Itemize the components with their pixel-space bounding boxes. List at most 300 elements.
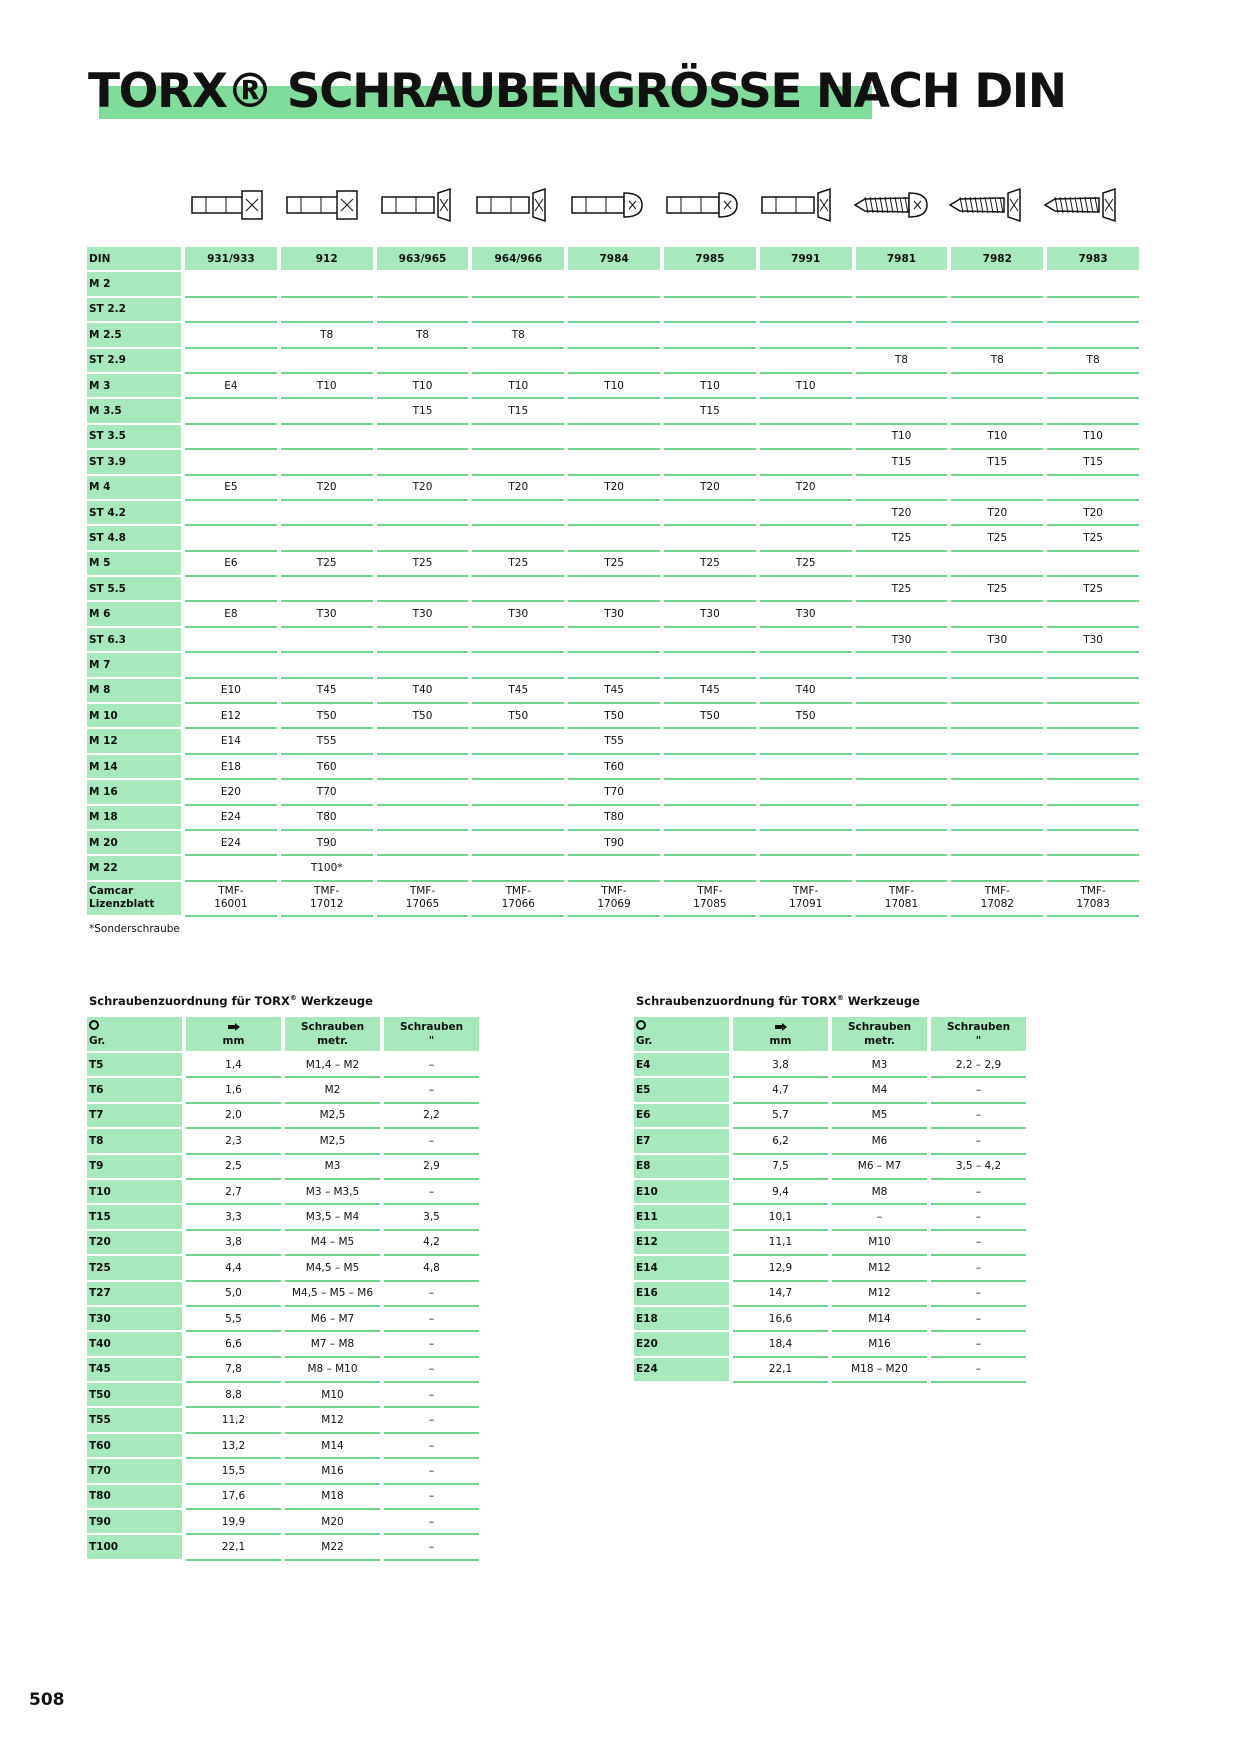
din-size-table (83, 247, 1143, 917)
din-column-header: 931/933 (185, 247, 277, 272)
din-row (87, 704, 1139, 729)
din-cell: T80 (568, 806, 660, 831)
din-cell (185, 272, 277, 297)
tool-mm: 22,1 (186, 1535, 281, 1560)
tool-row (87, 1053, 479, 1078)
din-cell: T40 (760, 679, 852, 704)
countersunk-screw-icon (372, 185, 460, 225)
din-cell: T20 (377, 476, 469, 501)
tool-size: T55 (87, 1408, 182, 1433)
din-cell: T30 (281, 602, 373, 627)
din-cell (472, 806, 564, 831)
din-cell (760, 780, 852, 805)
tool-size: T80 (87, 1485, 182, 1510)
tool-mm: 8,8 (186, 1383, 281, 1408)
tool-row (87, 1282, 479, 1307)
tool-metric: M20 (285, 1510, 380, 1535)
din-cell: T15 (664, 399, 756, 424)
tool-row (87, 1205, 479, 1230)
tool-mm: 18,4 (733, 1332, 828, 1357)
din-cell: T10 (281, 374, 373, 399)
din-cell (185, 856, 277, 881)
din-row-label: M 12 (87, 729, 181, 754)
din-cell (377, 831, 469, 856)
tool-metric: M3 (285, 1155, 380, 1180)
tool-size: T8 (87, 1129, 182, 1154)
tool-inch: – (384, 1434, 479, 1459)
din-cell (472, 653, 564, 678)
din-cell (1047, 755, 1139, 780)
din-cell: E18 (185, 755, 277, 780)
raised-countersunk-screw-icon (467, 185, 555, 225)
din-cell (377, 501, 469, 526)
tool-inch: 3,5 – 4,2 (931, 1155, 1026, 1180)
camcar-number: 17085 (693, 898, 727, 911)
size-header (634, 1017, 729, 1053)
screw-illustrations (182, 185, 1138, 225)
din-cell (951, 653, 1043, 678)
din-cell: T20 (472, 476, 564, 501)
din-header-row (87, 247, 1139, 272)
torx-ring-icon (636, 1020, 646, 1030)
din-cell (281, 653, 373, 678)
tool-inch: – (384, 1459, 479, 1484)
tool-mm: 14,7 (733, 1282, 828, 1307)
din-row-label: M 14 (87, 755, 181, 780)
din-cell (1047, 679, 1139, 704)
tool-inch: 3,5 (384, 1205, 479, 1230)
din-cell (1047, 806, 1139, 831)
tool-inch: 2,9 (384, 1155, 479, 1180)
din-cell (664, 450, 756, 475)
tool-size: E10 (634, 1180, 729, 1205)
din-cell (951, 679, 1043, 704)
tool-row (634, 1256, 1026, 1281)
tool-size: T70 (87, 1459, 182, 1484)
din-cell: T45 (664, 679, 756, 704)
din-cell: T10 (664, 374, 756, 399)
tool-row (634, 1332, 1026, 1357)
din-cell: T55 (281, 729, 373, 754)
din-cell (472, 755, 564, 780)
tool-mm: 6,6 (186, 1332, 281, 1357)
tool-size: E20 (634, 1332, 729, 1357)
camcar-prefix: TMF- (888, 885, 915, 898)
tool-row (87, 1434, 479, 1459)
din-cell (568, 526, 660, 551)
din-row (87, 653, 1139, 678)
tool-inch: – (931, 1078, 1026, 1103)
tool-mm: 22,1 (733, 1358, 828, 1383)
din-cell (856, 679, 948, 704)
din-cell (1047, 831, 1139, 856)
tool-row (634, 1078, 1026, 1103)
din-cell: T30 (664, 602, 756, 627)
mm-header-label: mm (769, 1035, 792, 1047)
din-cell: E4 (185, 374, 277, 399)
din-cell: T25 (568, 552, 660, 577)
din-column-header: 7984 (568, 247, 660, 272)
tool-mm: 1,4 (186, 1053, 281, 1078)
torx-e-tool-table (630, 1017, 1030, 1383)
din-cell (760, 526, 852, 551)
tool-row (87, 1104, 479, 1129)
din-row-label: ST 4.8 (87, 526, 181, 551)
din-cell (664, 653, 756, 678)
tool-metric: M10 (285, 1383, 380, 1408)
tool-mm: 17,6 (186, 1485, 281, 1510)
mm-header-label: mm (222, 1035, 245, 1047)
din-row-label: M 7 (87, 653, 181, 678)
din-cell (856, 806, 948, 831)
tool-mm: 5,5 (186, 1307, 281, 1332)
tool-mm: 19,9 (186, 1510, 281, 1535)
din-cell (760, 450, 852, 475)
tool-mm: 2,7 (186, 1180, 281, 1205)
tool-inch: – (384, 1485, 479, 1510)
din-cell (664, 755, 756, 780)
din-cell: T15 (377, 399, 469, 424)
din-cell: T15 (1047, 450, 1139, 475)
din-cell (377, 856, 469, 881)
socket-head-screw-icon (182, 185, 270, 225)
din-cell (951, 806, 1043, 831)
torx-t-tool-table (83, 1017, 483, 1561)
din-cell (951, 323, 1043, 348)
din-cell: E14 (185, 729, 277, 754)
camcar-cell (760, 882, 852, 917)
tool-inch: – (384, 1307, 479, 1332)
din-cell (377, 425, 469, 450)
din-row (87, 374, 1139, 399)
din-row-label: M 6 (87, 602, 181, 627)
din-row-label: M 4 (87, 476, 181, 501)
metric-screws-header (285, 1017, 380, 1053)
din-cell: T80 (281, 806, 373, 831)
din-cell (472, 450, 564, 475)
inch-screws-header (384, 1017, 479, 1053)
camcar-prefix: TMF- (601, 885, 627, 898)
din-cell (281, 577, 373, 602)
tool-inch: – (931, 1282, 1026, 1307)
din-cell: T8 (856, 349, 948, 374)
tool-inch: – (931, 1332, 1026, 1357)
din-cell (185, 399, 277, 424)
din-cell (664, 729, 756, 754)
tool-inch: – (384, 1510, 479, 1535)
tool-metric: M3 (832, 1053, 927, 1078)
din-cell (472, 831, 564, 856)
din-row (87, 552, 1139, 577)
tool-metric: M6 – M7 (285, 1307, 380, 1332)
din-cell: T30 (377, 602, 469, 627)
camcar-prefix: TMF- (314, 885, 340, 898)
tool-inch: – (931, 1205, 1026, 1230)
din-row (87, 729, 1139, 754)
din-cell (568, 653, 660, 678)
tool-size: T30 (87, 1307, 182, 1332)
camcar-label-line-1: Camcar (89, 885, 134, 898)
din-row (87, 399, 1139, 424)
tool-size: E7 (634, 1129, 729, 1154)
din-cell: T50 (568, 704, 660, 729)
din-cell (760, 272, 852, 297)
din-row (87, 526, 1139, 551)
din-cell (664, 780, 756, 805)
din-cell: T15 (856, 450, 948, 475)
din-cell: T8 (951, 349, 1043, 374)
din-row-label: ST 2.2 (87, 298, 181, 323)
tool-row (634, 1205, 1026, 1230)
tool-size: E12 (634, 1231, 729, 1256)
din-cell: T50 (664, 704, 756, 729)
din-cell: T10 (377, 374, 469, 399)
din-row-label: M 2 (87, 272, 181, 297)
tool-size: T15 (87, 1205, 182, 1230)
din-cell: T45 (472, 679, 564, 704)
tool-metric: M4,5 – M5 – M6 (285, 1282, 380, 1307)
din-cell: T50 (760, 704, 852, 729)
tool-size: T40 (87, 1332, 182, 1357)
din-cell (185, 425, 277, 450)
tool-inch: – (931, 1104, 1026, 1129)
inch-header-line-1: Schrauben (399, 1021, 464, 1033)
din-cell: T50 (377, 704, 469, 729)
metric-screws-header (832, 1017, 927, 1053)
din-cell (951, 552, 1043, 577)
torx-bit-icon (227, 1022, 241, 1032)
din-cell: T30 (568, 602, 660, 627)
din-cell (664, 831, 756, 856)
din-cell: T30 (760, 602, 852, 627)
din-cell (1047, 374, 1139, 399)
din-row-label: M 8 (87, 679, 181, 704)
din-cell (664, 425, 756, 450)
din-cell: T25 (760, 552, 852, 577)
tool-row (87, 1383, 479, 1408)
tool-size: T100 (87, 1535, 182, 1560)
tool-row (87, 1485, 479, 1510)
tool-inch: – (384, 1282, 479, 1307)
din-row (87, 806, 1139, 831)
din-cell (760, 323, 852, 348)
tool-row (87, 1180, 479, 1205)
tool-row (634, 1180, 1026, 1205)
camcar-number: 17066 (501, 898, 535, 911)
din-row-label: M 5 (87, 552, 181, 577)
camcar-row (87, 882, 1139, 917)
din-cell: T25 (1047, 577, 1139, 602)
tool-inch: – (931, 1256, 1026, 1281)
din-cell (1047, 780, 1139, 805)
tool-mm: 2,5 (186, 1155, 281, 1180)
metric-header-line-1: Schrauben (847, 1021, 912, 1033)
din-cell (1047, 729, 1139, 754)
din-cell (1047, 704, 1139, 729)
din-cell: T20 (760, 476, 852, 501)
din-cell (281, 349, 373, 374)
torx-bit-icon (774, 1022, 788, 1032)
din-cell (377, 526, 469, 551)
din-cell (664, 323, 756, 348)
din-cell (281, 298, 373, 323)
din-cell: T20 (664, 476, 756, 501)
camcar-number: 16001 (214, 898, 248, 911)
din-cell (568, 628, 660, 653)
din-cell: T20 (856, 501, 948, 526)
tool-row (634, 1358, 1026, 1383)
din-cell (1047, 856, 1139, 881)
din-cell (185, 526, 277, 551)
tool-row (87, 1408, 479, 1433)
din-cell (760, 831, 852, 856)
din-cell (568, 856, 660, 881)
tool-metric: M1,4 – M2 (285, 1053, 380, 1078)
din-cell (951, 780, 1043, 805)
camcar-cell (377, 882, 469, 917)
din-row (87, 577, 1139, 602)
tool-size: T50 (87, 1383, 182, 1408)
tool-size: E6 (634, 1104, 729, 1129)
din-cell (856, 729, 948, 754)
camcar-cell (568, 882, 660, 917)
din-row-label: M 20 (87, 831, 181, 856)
tool-row (634, 1231, 1026, 1256)
pan-head-tapping-screw-icon (847, 185, 935, 225)
tool-mm: 12,9 (733, 1256, 828, 1281)
din-cell: T90 (568, 831, 660, 856)
din-cell (281, 628, 373, 653)
tool-mm: 11,1 (733, 1231, 828, 1256)
tool-metric: M16 (285, 1459, 380, 1484)
tool-row (87, 1231, 479, 1256)
din-cell: T90 (281, 831, 373, 856)
din-row (87, 501, 1139, 526)
tool-mm: 5,0 (186, 1282, 281, 1307)
din-cell: T10 (856, 425, 948, 450)
din-cell (377, 729, 469, 754)
tool-mm: 5,7 (733, 1104, 828, 1129)
din-cell (951, 755, 1043, 780)
din-cell: T8 (377, 323, 469, 348)
countersunk-tapping-screw-icon (942, 185, 1030, 225)
camcar-number: 17083 (1076, 898, 1110, 911)
tool-size: T20 (87, 1231, 182, 1256)
tool-size: E18 (634, 1307, 729, 1332)
din-row (87, 755, 1139, 780)
din-cell (472, 526, 564, 551)
din-cell (951, 272, 1043, 297)
din-cell: T50 (472, 704, 564, 729)
tool-mm: 7,8 (186, 1358, 281, 1383)
tool-metric: M7 – M8 (285, 1332, 380, 1357)
din-cell: T70 (281, 780, 373, 805)
din-cell (281, 399, 373, 424)
din-cell (1047, 476, 1139, 501)
din-cell (664, 272, 756, 297)
din-cell (951, 476, 1043, 501)
tool-size: T6 (87, 1078, 182, 1103)
din-cell (951, 399, 1043, 424)
camcar-prefix: TMF- (409, 885, 436, 898)
tool-row (634, 1129, 1026, 1154)
din-cell (568, 349, 660, 374)
inch-screws-header (931, 1017, 1026, 1053)
din-cell (377, 349, 469, 374)
din-cell: T100* (281, 856, 373, 881)
din-row (87, 628, 1139, 653)
din-cell (568, 399, 660, 424)
din-row-label: M 2.5 (87, 323, 181, 348)
tool-inch: – (384, 1180, 479, 1205)
tool-inch: – (384, 1358, 479, 1383)
din-cell: T25 (1047, 526, 1139, 551)
din-cell (664, 806, 756, 831)
din-row-label: M 3 (87, 374, 181, 399)
din-cell (377, 780, 469, 805)
din-cell: T20 (1047, 501, 1139, 526)
din-row-label: M 3.5 (87, 399, 181, 424)
din-cell: T25 (281, 552, 373, 577)
tool-metric: M10 (832, 1231, 927, 1256)
tool-size: T7 (87, 1104, 182, 1129)
tool-mm: 13,2 (186, 1434, 281, 1459)
tool-inch: – (384, 1383, 479, 1408)
tool-inch: 4,8 (384, 1256, 479, 1281)
tool-row (87, 1459, 479, 1484)
din-column-header: 7991 (760, 247, 852, 272)
din-cell: E20 (185, 780, 277, 805)
din-row-label: ST 3.5 (87, 425, 181, 450)
tool-row (87, 1129, 479, 1154)
din-cell (377, 298, 469, 323)
tool-row (87, 1256, 479, 1281)
camcar-cell (281, 882, 373, 917)
din-cell: T25 (377, 552, 469, 577)
din-cell (664, 501, 756, 526)
din-row-label: M 16 (87, 780, 181, 805)
din-cell (856, 755, 948, 780)
din-column-header: 963/965 (377, 247, 469, 272)
camcar-prefix: TMF- (984, 885, 1010, 898)
din-row-label: M 22 (87, 856, 181, 881)
camcar-number: 17082 (980, 898, 1014, 911)
tool-size: E24 (634, 1358, 729, 1383)
din-row (87, 298, 1139, 323)
din-cell: T30 (1047, 628, 1139, 653)
tool-size: E16 (634, 1282, 729, 1307)
din-cell (185, 501, 277, 526)
low-head-screw-icon (657, 185, 745, 225)
din-cell (856, 780, 948, 805)
tool-size: T5 (87, 1053, 182, 1078)
din-cell: E5 (185, 476, 277, 501)
tool-metric: M3 – M3,5 (285, 1180, 380, 1205)
din-cell (760, 298, 852, 323)
tool-row (87, 1332, 479, 1357)
din-cell (568, 298, 660, 323)
din-cell (568, 577, 660, 602)
din-cell (760, 577, 852, 602)
din-cell (1047, 323, 1139, 348)
page-title: TORX® SCHRAUBENGRÖSSE NACH DIN (88, 64, 1066, 119)
camcar-prefix: TMF- (218, 885, 244, 898)
din-cell (760, 729, 852, 754)
torx-ring-icon (89, 1020, 99, 1030)
din-cell (472, 272, 564, 297)
tool-inch: – (384, 1408, 479, 1433)
tool-size: E8 (634, 1155, 729, 1180)
